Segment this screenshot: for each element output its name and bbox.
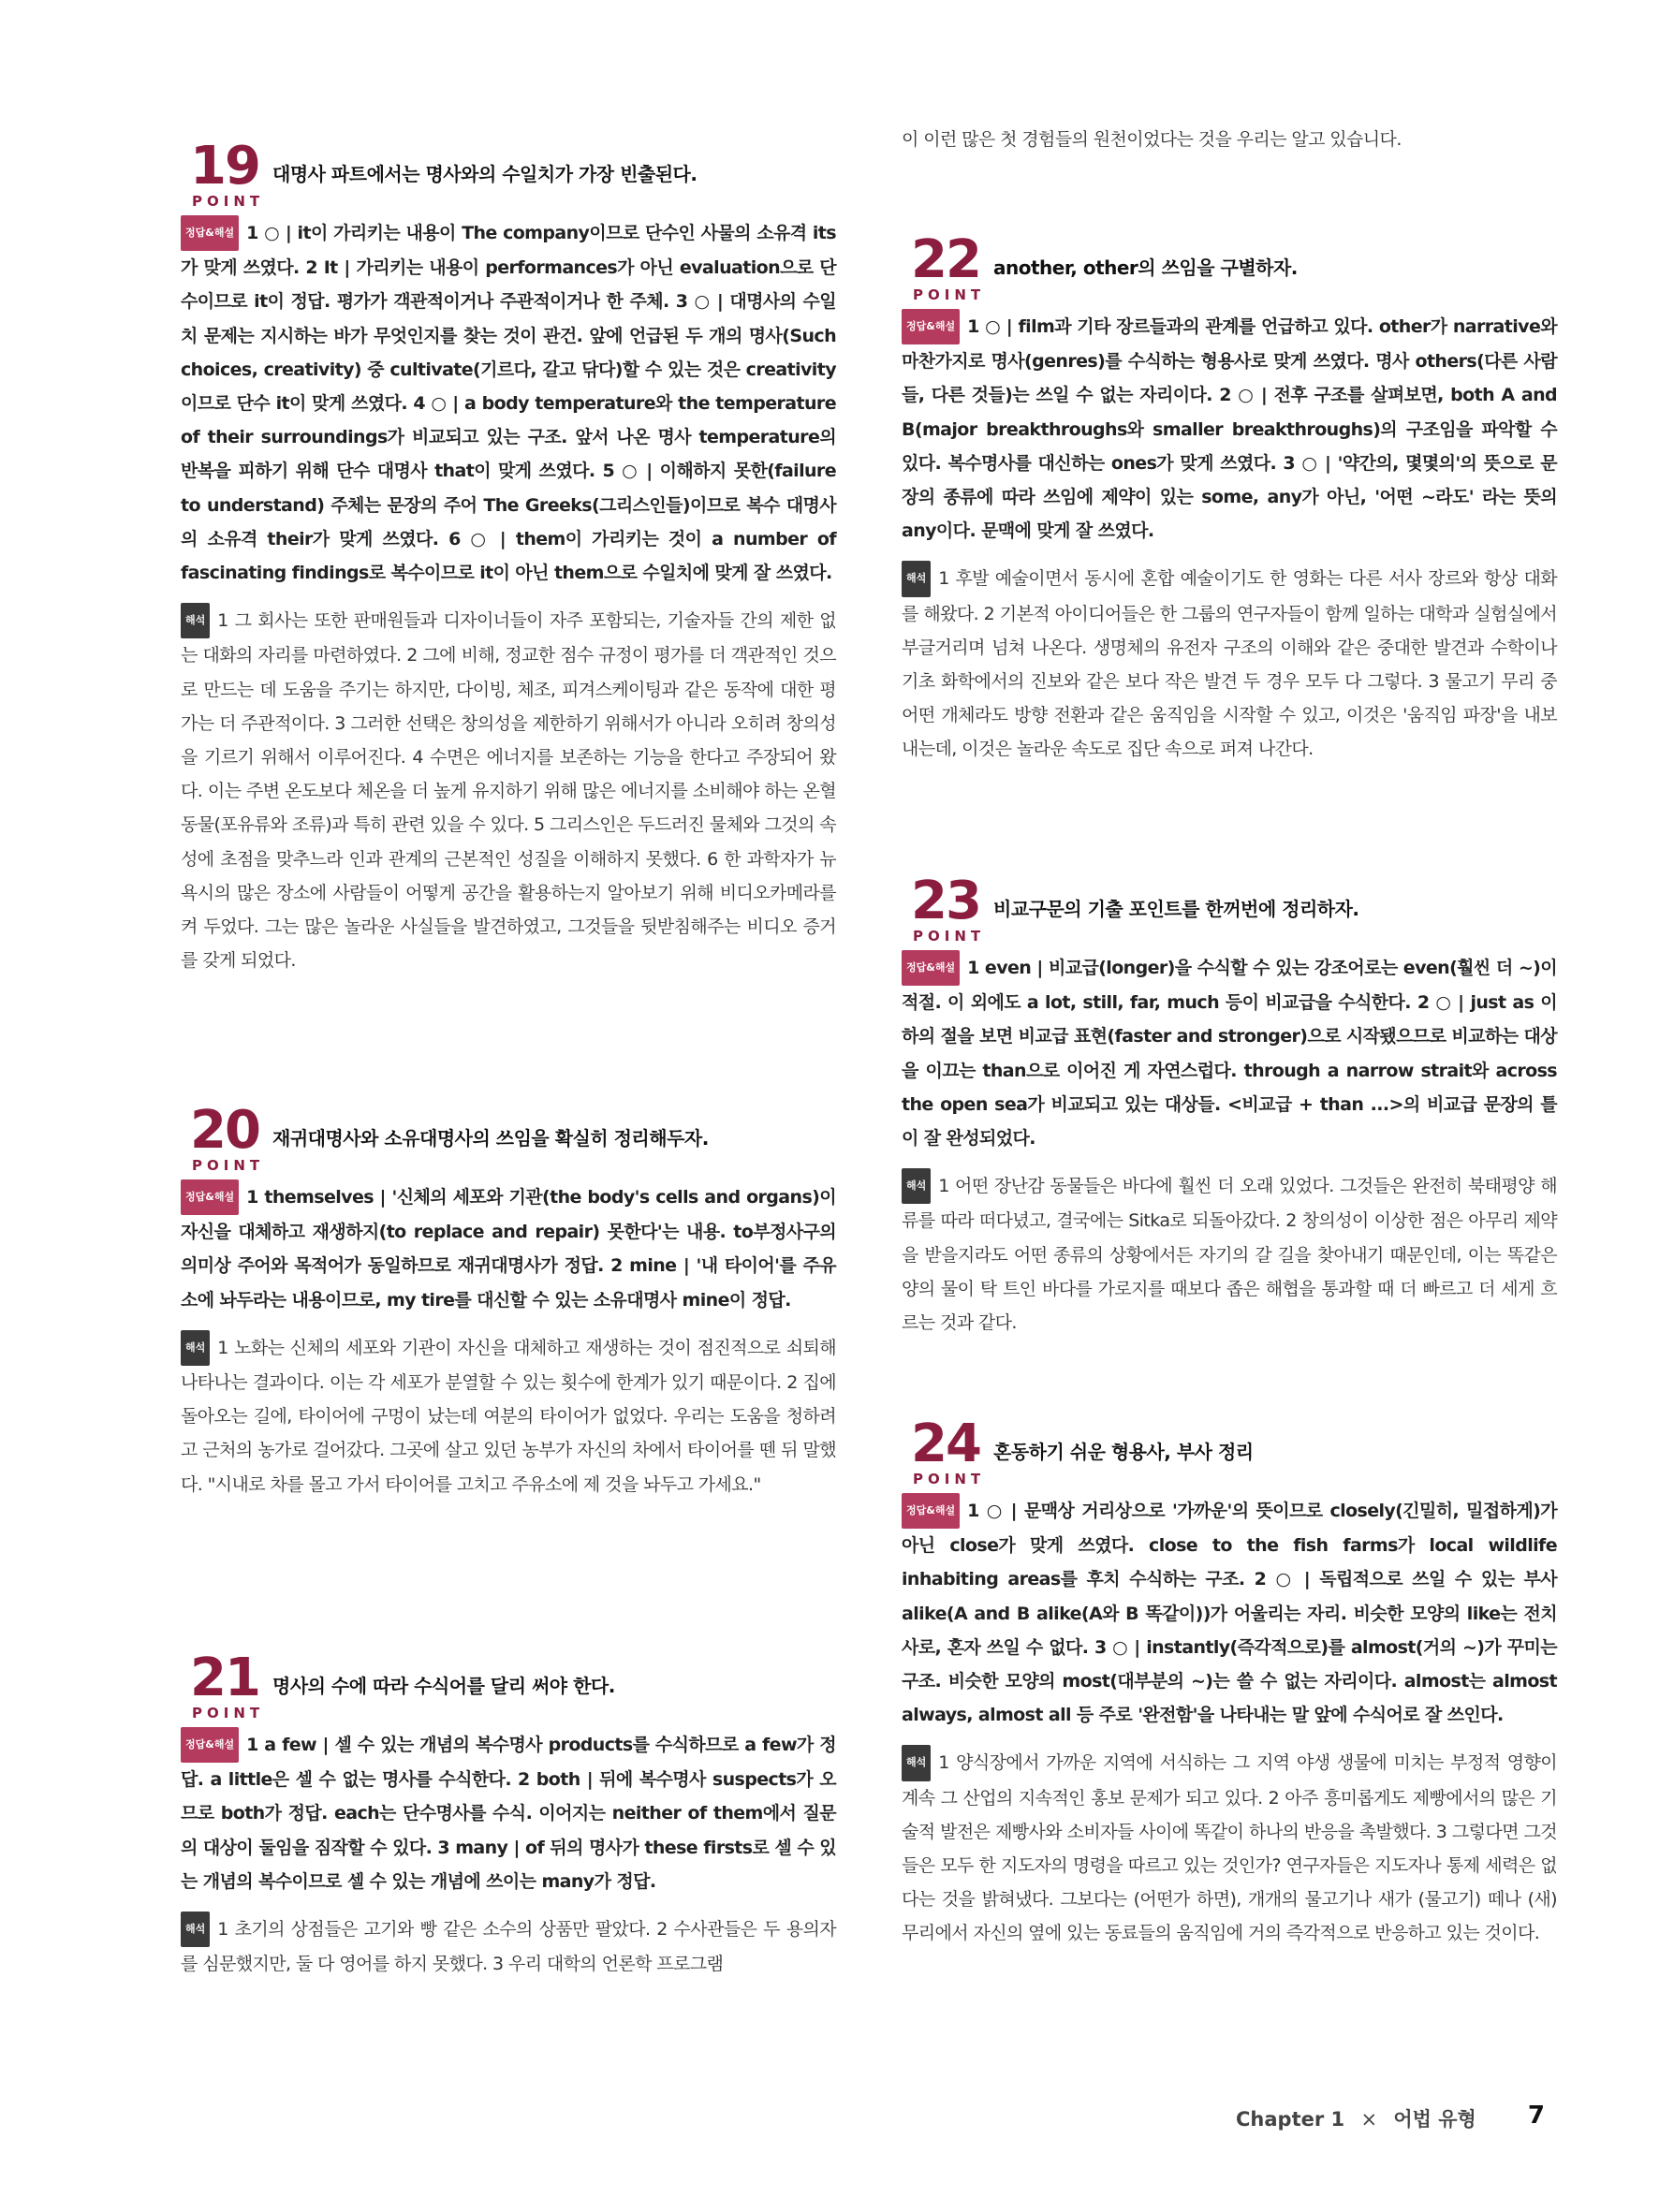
section-number: 21 [190, 1648, 259, 1708]
answer-badge: 정답&해설 [902, 950, 960, 986]
translation-text: 1 그 회사는 또한 판매원들과 디자이너들이 자주 포함되는, 기술자들 간의 제한 없는 대화의 자리를 마련하였다. 2 그에 비해, 정교한 점수 규정이 평가를 더 객관적인 것으로 만드는 데 도움을 주기는 하지만, 다이빙, 체조, 피겨스케이팅과 같은 동작에 대한 평가는 더 주관적이다. 3 그러한 선택은 창의성을 제한하기 위해서가 아니라 오히려 창의성을 기르기 위해서 이루어진다. 4 수면은 에너지를 보존하는 기능을 한다고 주장되어 왔다. 이는 주변 온도보다 체온을 더 높게 유지하기 위해 많은 에너지를 소비해야 하는 온혈동물(포유류와 조류)과 특히 관련 있을 수 있다. 5 그리스인은 두드러진 물체와 그것의 속성에 초점을 맞추느라 인과 관계의 근본적인 성질을 이해하지 못했다. 6 한 과학자가 뉴욕시의 많은 장소에 사람들이 어떻게 공간을 활용하는지 알아보기 위해 비디오카메라를 켜 두었다. 그는 많은 놀라운 사실들을 발견하였고, 그것들을 뒷받침해주는 비디오 증거를 갖게 되었다. [181, 610, 836, 972]
section-header [902, 871, 1557, 950]
translation-paragraph [902, 561, 1557, 766]
answer-paragraph [902, 309, 1557, 548]
point-label: POINT [913, 1471, 986, 1487]
section-22 [902, 229, 1557, 780]
section-header [902, 229, 1557, 309]
answer-text: 1 ○ | film과 기타 장르들과의 관계를 언급하고 있다. other가 narrative와 마찬가지로 명사(genres)를 수식하는 형용사로 맞게 쓰였다. 명사 others(다른 사람들, 다른 것들)는 쓰일 수 없는 자리이다. 2 ○ | 전후 구조를 살펴보면, both A and B(major breakthroughs와 smaller breakthroughs)의 구조임을 파악할 수 있다. 복수명사를 대신하는 ones가 맞게 쓰였다. 3 ○ | '약간의, 몇몇의'의 뜻으로 문장의 종류에 따라 쓰임에 제약이 있는 some, any가 아닌, '어떤 ~라도' 라는 뜻의 any이다. 문맥에 맞게 잘 쓰였다. [902, 316, 1557, 542]
answer-badge: 정답&해설 [181, 1727, 239, 1763]
section-21 [181, 1648, 836, 1994]
translation-paragraph [181, 603, 836, 977]
answer-paragraph [181, 1179, 836, 1317]
page-number: 7 [1527, 2102, 1545, 2130]
section-header [181, 136, 836, 215]
point-label: POINT [913, 928, 986, 945]
translation-badge: 해석 [902, 561, 931, 596]
section-number: 20 [190, 1100, 259, 1161]
answer-badge: 정답&해설 [902, 1493, 960, 1529]
section-heading: another, other의 쓰임을 구별하자. [993, 256, 1298, 279]
continued-translation: 이 이런 많은 첫 경험들의 원천이었다는 것을 우리는 알고 있습니다. [902, 129, 1402, 150]
translation-paragraph [902, 1745, 1557, 1950]
chapter-title: 어법 유형 [1393, 2108, 1476, 2131]
translation-text: 1 후발 예술이면서 동시에 혼합 예술이기도 한 영화는 다른 서사 장르와 항상 대화를 해왔다. 2 기본적 아이디어들은 한 그룹의 연구자들이 함께 일하는 대학과 실험실에서 부글거리며 넘쳐 나온다. 생명체의 유전자 구조의 이해와 같은 중대한 발견과 수학이나 기초 화학에서의 진보와 같은 보다 작은 발견 두 경우 모두 다 그렇다. 3 물고기 무리 중 어떤 개체라도 방향 전환과 같은 움직임을 시작할 수 있고, 이것은 '움직임 파장'을 내보내는데, 이것은 놀라운 속도로 집단 속으로 퍼져 나간다. [902, 568, 1557, 760]
translation-paragraph [181, 1330, 836, 1502]
section-heading: 명사의 수에 따라 수식어를 달리 써야 한다. [272, 1675, 615, 1697]
answer-text: 1 even | 비교급(longer)을 수식할 수 있는 강조어로는 even(훨씬 더 ~)이 적절. 이 외에도 a lot, still, far, much 등이 비교급을 수식한다. 2 ○ | just as 이하의 절을 보면 비교급 표현(faster and stronger)으로 시작됐으므로 비교하는 대상을 이끄는 than으로 이어진 게 자연스럽다. through a narrow strait와 across the open sea가 비교되고 있는 대상들. <비교급 + than ...>의 비교급 문장의 틀이 잘 완성되었다. [902, 958, 1557, 1150]
answer-badge: 정답&해설 [181, 1179, 239, 1215]
section-24 [902, 1414, 1557, 1964]
translation-badge: 해석 [902, 1168, 931, 1204]
translation-text: 1 노화는 신체의 세포와 기관이 자신을 대체하고 재생하는 것이 점진적으로 쇠퇴해 나타나는 결과이다. 이는 각 세포가 분열할 수 있는 횟수에 한계가 있기 때문이다. 2 집에 돌아오는 길에, 타이어에 구멍이 났는데 여분의 타이어가 없었다. 우리는 도움을 청하려고 근처의 농가로 걸어갔다. 그곳에 살고 있던 농부가 자신의 차에서 타이어를 뗀 뒤 말했다. "시내로 차를 몰고 가서 타이어를 고치고 주유소에 제 것을 놔두고 가세요." [181, 1337, 836, 1495]
translation-paragraph [902, 1168, 1557, 1340]
section-20 [181, 1100, 836, 1515]
answer-paragraph [902, 950, 1557, 1155]
translation-badge: 해석 [181, 1330, 210, 1366]
section-number: 23 [911, 871, 980, 931]
section-header [181, 1100, 836, 1179]
page-footer [1236, 2104, 1545, 2132]
answer-badge: 정답&해설 [181, 215, 239, 251]
answer-text: 1 themselves | '신체의 세포와 기관(the body's cells and organs)이 자신을 대체하고 재생하지(to replace and repair) 못한다'는 내용. to부정사구의 의미상 주어와 목적어가 동일하므로 재귀대명사가 정답. 2 mine | '내 타이어'를 주유소에 놔두라는 내용이므로, my tire를 대신할 수 있는 소유대명사 mine이 정답. [181, 1187, 836, 1311]
section-19 [181, 136, 836, 990]
translation-text: 1 초기의 상점들은 고기와 빵 같은 소수의 상품만 팔았다. 2 수사관들은 두 용의자를 심문했지만, 둘 다 영어를 하지 못했다. 3 우리 대학의 언론학 프로그램 [181, 1919, 836, 1975]
section-number: 19 [190, 136, 259, 197]
answer-text: 1 ○ | it이 가리키는 내용이 The company이므로 단수인 사물의 소유격 its가 맞게 쓰였다. 2 It | 가리키는 내용이 performances가 아닌 evaluation으로 단수이므로 it이 정답. 평가가 객관적이거나 주관적이거나 한 주체. 3 ○ | 대명사의 수일치 문제는 지시하는 바가 무엇인지를 찾는 것이 관건. 앞에 언급된 두 개의 명사(Such choices, creativity) 중 cultivate(기르다, 갈고 닦다)할 수 있는 것은 creativity이므로 단수 it이 맞게 쓰였다. 4 ○ | a body temperature와 the temperature of their surroundings가 비교되고 있는 구조. 앞서 나온 명사 temperature의 반복을 피하기 위해 단수 대명사 that이 맞게 쓰였다. 5 ○ | 이해하지 못한(failure to understand) 주체는 문장의 주어 The Greeks(그리스인들)이므로 복수 대명사의 소유격 their가 맞게 쓰였다. 6 ○ | them이 가리키는 것이 a number of fascinating findings로 복수이므로 it이 아닌 them으로 수일치에 맞게 잘 쓰였다. [181, 223, 836, 584]
section-header [181, 1648, 836, 1727]
section-heading: 비교구문의 기출 포인트를 한꺼번에 정리하자. [993, 898, 1359, 920]
chapter-label: Chapter 1 [1236, 2108, 1345, 2131]
answer-paragraph [902, 1493, 1557, 1732]
point-label: POINT [192, 1157, 265, 1174]
translation-text: 1 양식장에서 가까운 지역에 서식하는 그 지역 야생 생물에 미치는 부정적 영향이 계속 그 산업의 지속적인 홍보 문제가 되고 있다. 2 아주 흥미롭게도 제빵에서의 많은 기술적 발전은 제빵사와 소비자들 사이에 똑같이 하나의 반응을 촉발했다. 3 그렇다면 그것들은 모두 한 지도자의 명령을 따르고 있는 것인가? 연구자들은 지도자나 통제 세력은 없다는 것을 밝혀냈다. 그보다는 (어떤가 하면), 개개의 물고기나 새가 (물고기) 떼나 (새) 무리에서 자신의 옆에 있는 동료들의 움직임에 거의 즉각적으로 반응하고 있는 것이다. [902, 1752, 1557, 1944]
section-heading: 혼동하기 쉬운 형용사, 부사 정리 [993, 1441, 1254, 1463]
translation-badge: 해석 [181, 603, 210, 638]
section-heading: 재귀대명사와 소유대명사의 쓰임을 확실히 정리해두자. [272, 1127, 709, 1150]
answer-text: 1 a few | 셀 수 있는 개념의 복수명사 products를 수식하므로 a few가 정답. a little은 셀 수 없는 명사를 수식한다. 2 both | 뒤에 복수명사 suspects가 오므로 both가 정답. each는 단수명사를 수식. 이어지는 neither of them에서 질문의 대상이 둘임을 짐작할 수 있다. 3 many | of 뒤의 명사가 these firsts로 셀 수 있는 개념의 복수이므로 셀 수 있는 개념에 쓰이는 many가 정답. [181, 1735, 836, 1892]
section-heading: 대명사 파트에서는 명사와의 수일치가 가장 빈출된다. [272, 163, 698, 185]
section-number: 24 [911, 1414, 980, 1474]
answer-paragraph [181, 1727, 836, 1898]
section-header [902, 1414, 1557, 1493]
translation-text: 1 어떤 장난감 동물들은 바다에 훨씬 더 오래 있었다. 그것들은 완전히 북태평양 해류를 따라 떠다녔고, 결국에는 Sitka로 되돌아갔다. 2 창의성이 이상한 점은 아무리 제약을 받을지라도 어떤 종류의 상황에서든 자기의 갈 길을 찾아내기 때문인데, 이는 똑같은 양의 물이 탁 트인 바다를 가로지를 때보다 좁은 해협을 통과할 때 더 빠르고 더 세게 흐르는 것과 같다. [902, 1176, 1557, 1334]
section-23 [902, 871, 1557, 1353]
separator-icon: × [1360, 2108, 1378, 2131]
translation-paragraph [181, 1912, 836, 1981]
translation-badge: 해석 [181, 1912, 210, 1947]
answer-badge: 정답&해설 [902, 309, 960, 344]
point-label: POINT [913, 286, 986, 303]
translation-badge: 해석 [902, 1745, 931, 1780]
point-label: POINT [192, 193, 265, 210]
section-number: 22 [911, 229, 980, 290]
answer-paragraph [181, 215, 836, 590]
answer-text: 1 ○ | 문맥상 거리상으로 '가까운'의 뜻이므로 closely(긴밀히, 밀접하게)가 아닌 close가 맞게 쓰였다. close to the fish farms가 local wildlife inhabiting areas를 후치 수식하는 구조. 2 ○ | 독립적으로 쓰일 수 있는 부사 alike(A and B alike(A와 B 똑같이))가 어울리는 자리. 비슷한 모양의 like는 전치사로, 혼자 쓰일 수 없다. 3 ○ | instantly(즉각적으로)를 almost(거의 ~)가 꾸미는 구조. 비슷한 모양의 most(대부분의 ~)는 쓸 수 없는 자리이다. almost는 almost always, almost all 등 주로 '완전함'을 나타내는 말 앞에 수식어로 잘 쓰인다. [902, 1501, 1557, 1726]
point-label: POINT [192, 1705, 265, 1721]
